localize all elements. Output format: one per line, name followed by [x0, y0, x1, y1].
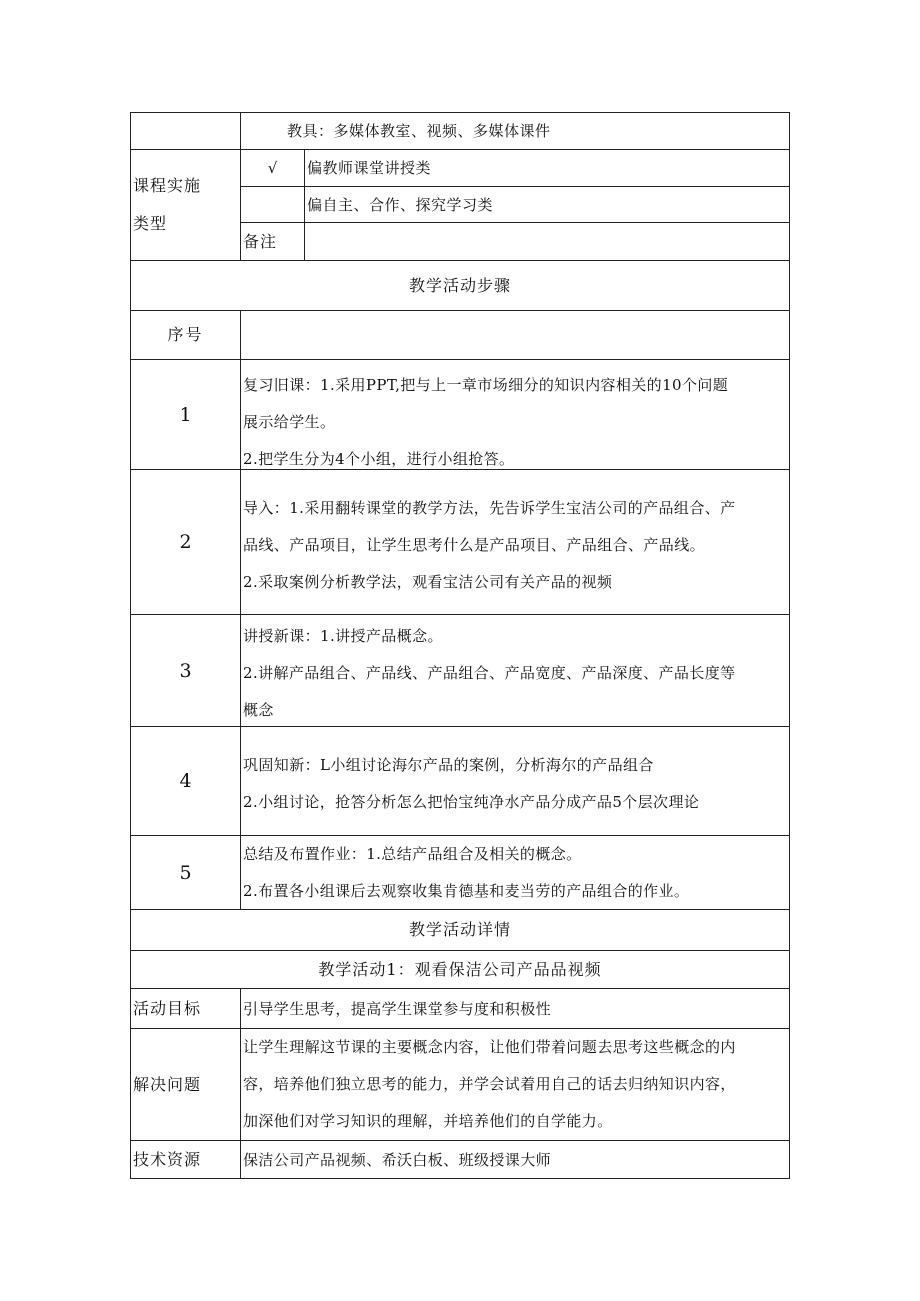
detail-label: 解决问题 [131, 1029, 241, 1140]
step-line: 总结及布置作业：1.总结产品组合及相关的概念。 [243, 845, 582, 863]
details-section-title: 教学活动详情 [408, 920, 511, 939]
detail-line: 引导学生思考，提高学生课堂参与度和积极性 [243, 999, 552, 1018]
remark-value [305, 223, 307, 260]
remark-label: 备注 [241, 223, 305, 260]
implementation-type-label [131, 150, 241, 260]
step-line: 品线、产品项目，让学生思考什么是产品项目、产品组合、产品线。 [243, 536, 706, 554]
step-row [130, 836, 790, 910]
detail-label: 活动目标 [131, 989, 241, 1028]
step-content [241, 470, 789, 614]
type-option-mark: √ [241, 150, 305, 186]
type-option-text: 偏教师课堂讲授类 [307, 158, 432, 177]
tools-text: 教具：多媒体教室、视频、多媒体课件 [287, 122, 551, 140]
implementation-type-options [241, 150, 789, 260]
step-number: 3 [131, 615, 241, 726]
step-line: 讲授新课：1.讲授产品概念。 [243, 627, 443, 645]
detail-row [130, 1029, 790, 1141]
remark-row [241, 223, 789, 260]
type-option-text: 偏自主、合作、探究学习类 [307, 195, 494, 214]
step-number: 5 [131, 836, 241, 909]
detail-line: 容，培养他们独立思考的能力，并学会试着用自己的话去归纳知识内容， [243, 1075, 736, 1093]
step-line: 展示给学生。 [243, 413, 336, 431]
steps-section-title: 教学活动步骤 [408, 275, 511, 295]
step-line: 2.把学生分为4个小组，进行小组抢答。 [243, 450, 515, 468]
seq-header-value [241, 311, 789, 359]
type-option-row [241, 150, 789, 187]
step-row [130, 727, 790, 836]
implementation-type-label-line2: 类型 [133, 214, 168, 233]
step-line: 2.小组讨论，抢答分析怎么把怡宝纯净水产品分成产品5个层次理论 [243, 793, 700, 811]
detail-line: 加深他们对学习知识的理解，并培养他们的自学能力。 [243, 1112, 613, 1130]
activity-title-row [130, 951, 790, 989]
step-content [241, 727, 789, 835]
steps-title-row [130, 261, 790, 311]
step-row [130, 470, 790, 615]
detail-content [241, 1029, 789, 1140]
step-content [241, 836, 789, 909]
step-line: 复习旧课：1.采用PPT,把与上一章市场细分的知识内容相关的10个问题 [243, 376, 729, 394]
tools-row [130, 112, 790, 150]
detail-content [241, 1141, 789, 1178]
tools-row-empty-cell [131, 113, 241, 149]
step-line: 导入：1.采用翻转课堂的教学方法，先告诉学生宝洁公司的产品组合、产 [243, 499, 736, 517]
step-content [241, 615, 789, 726]
implementation-type-label-line1: 课程实施 [133, 176, 202, 195]
details-title-row [130, 910, 790, 951]
lesson-plan-table [130, 112, 790, 1179]
detail-line: 让学生理解这节课的主要概念内容，让他们带着问题去思考这些概念的内 [243, 1038, 736, 1056]
detail-row [130, 989, 790, 1029]
step-line: 概念 [243, 701, 274, 719]
detail-content [241, 989, 789, 1028]
step-line: 巩固知新：L小组讨论海尔产品的案例，分析海尔的产品组合 [243, 756, 654, 774]
step-line: 2.布置各小组课后去观察收集肯德基和麦当劳的产品组合的作业。 [243, 882, 690, 900]
step-row [130, 360, 790, 470]
seq-header: 序号 [131, 311, 241, 359]
detail-label: 技术资源 [131, 1141, 241, 1178]
step-number: 4 [131, 727, 241, 835]
detail-line: 保洁公司产品视频、希沃白板、班级授课大师 [243, 1150, 552, 1169]
step-number: 1 [131, 360, 241, 469]
activity-title: 教学活动1：观看保洁公司产品品视频 [318, 959, 602, 979]
step-row [130, 615, 790, 727]
step-content [241, 360, 789, 469]
type-option-mark [241, 187, 305, 223]
step-number: 2 [131, 470, 241, 614]
step-line: 2.采取案例分析教学法，观看宝洁公司有关产品的视频 [243, 573, 613, 591]
type-option-row [241, 187, 789, 224]
seq-header-row [130, 311, 790, 360]
step-line: 2.讲解产品组合、产品线、产品组合、产品宽度、产品深度、产品长度等 [243, 664, 736, 682]
detail-row [130, 1141, 790, 1179]
implementation-type-row [130, 150, 790, 261]
